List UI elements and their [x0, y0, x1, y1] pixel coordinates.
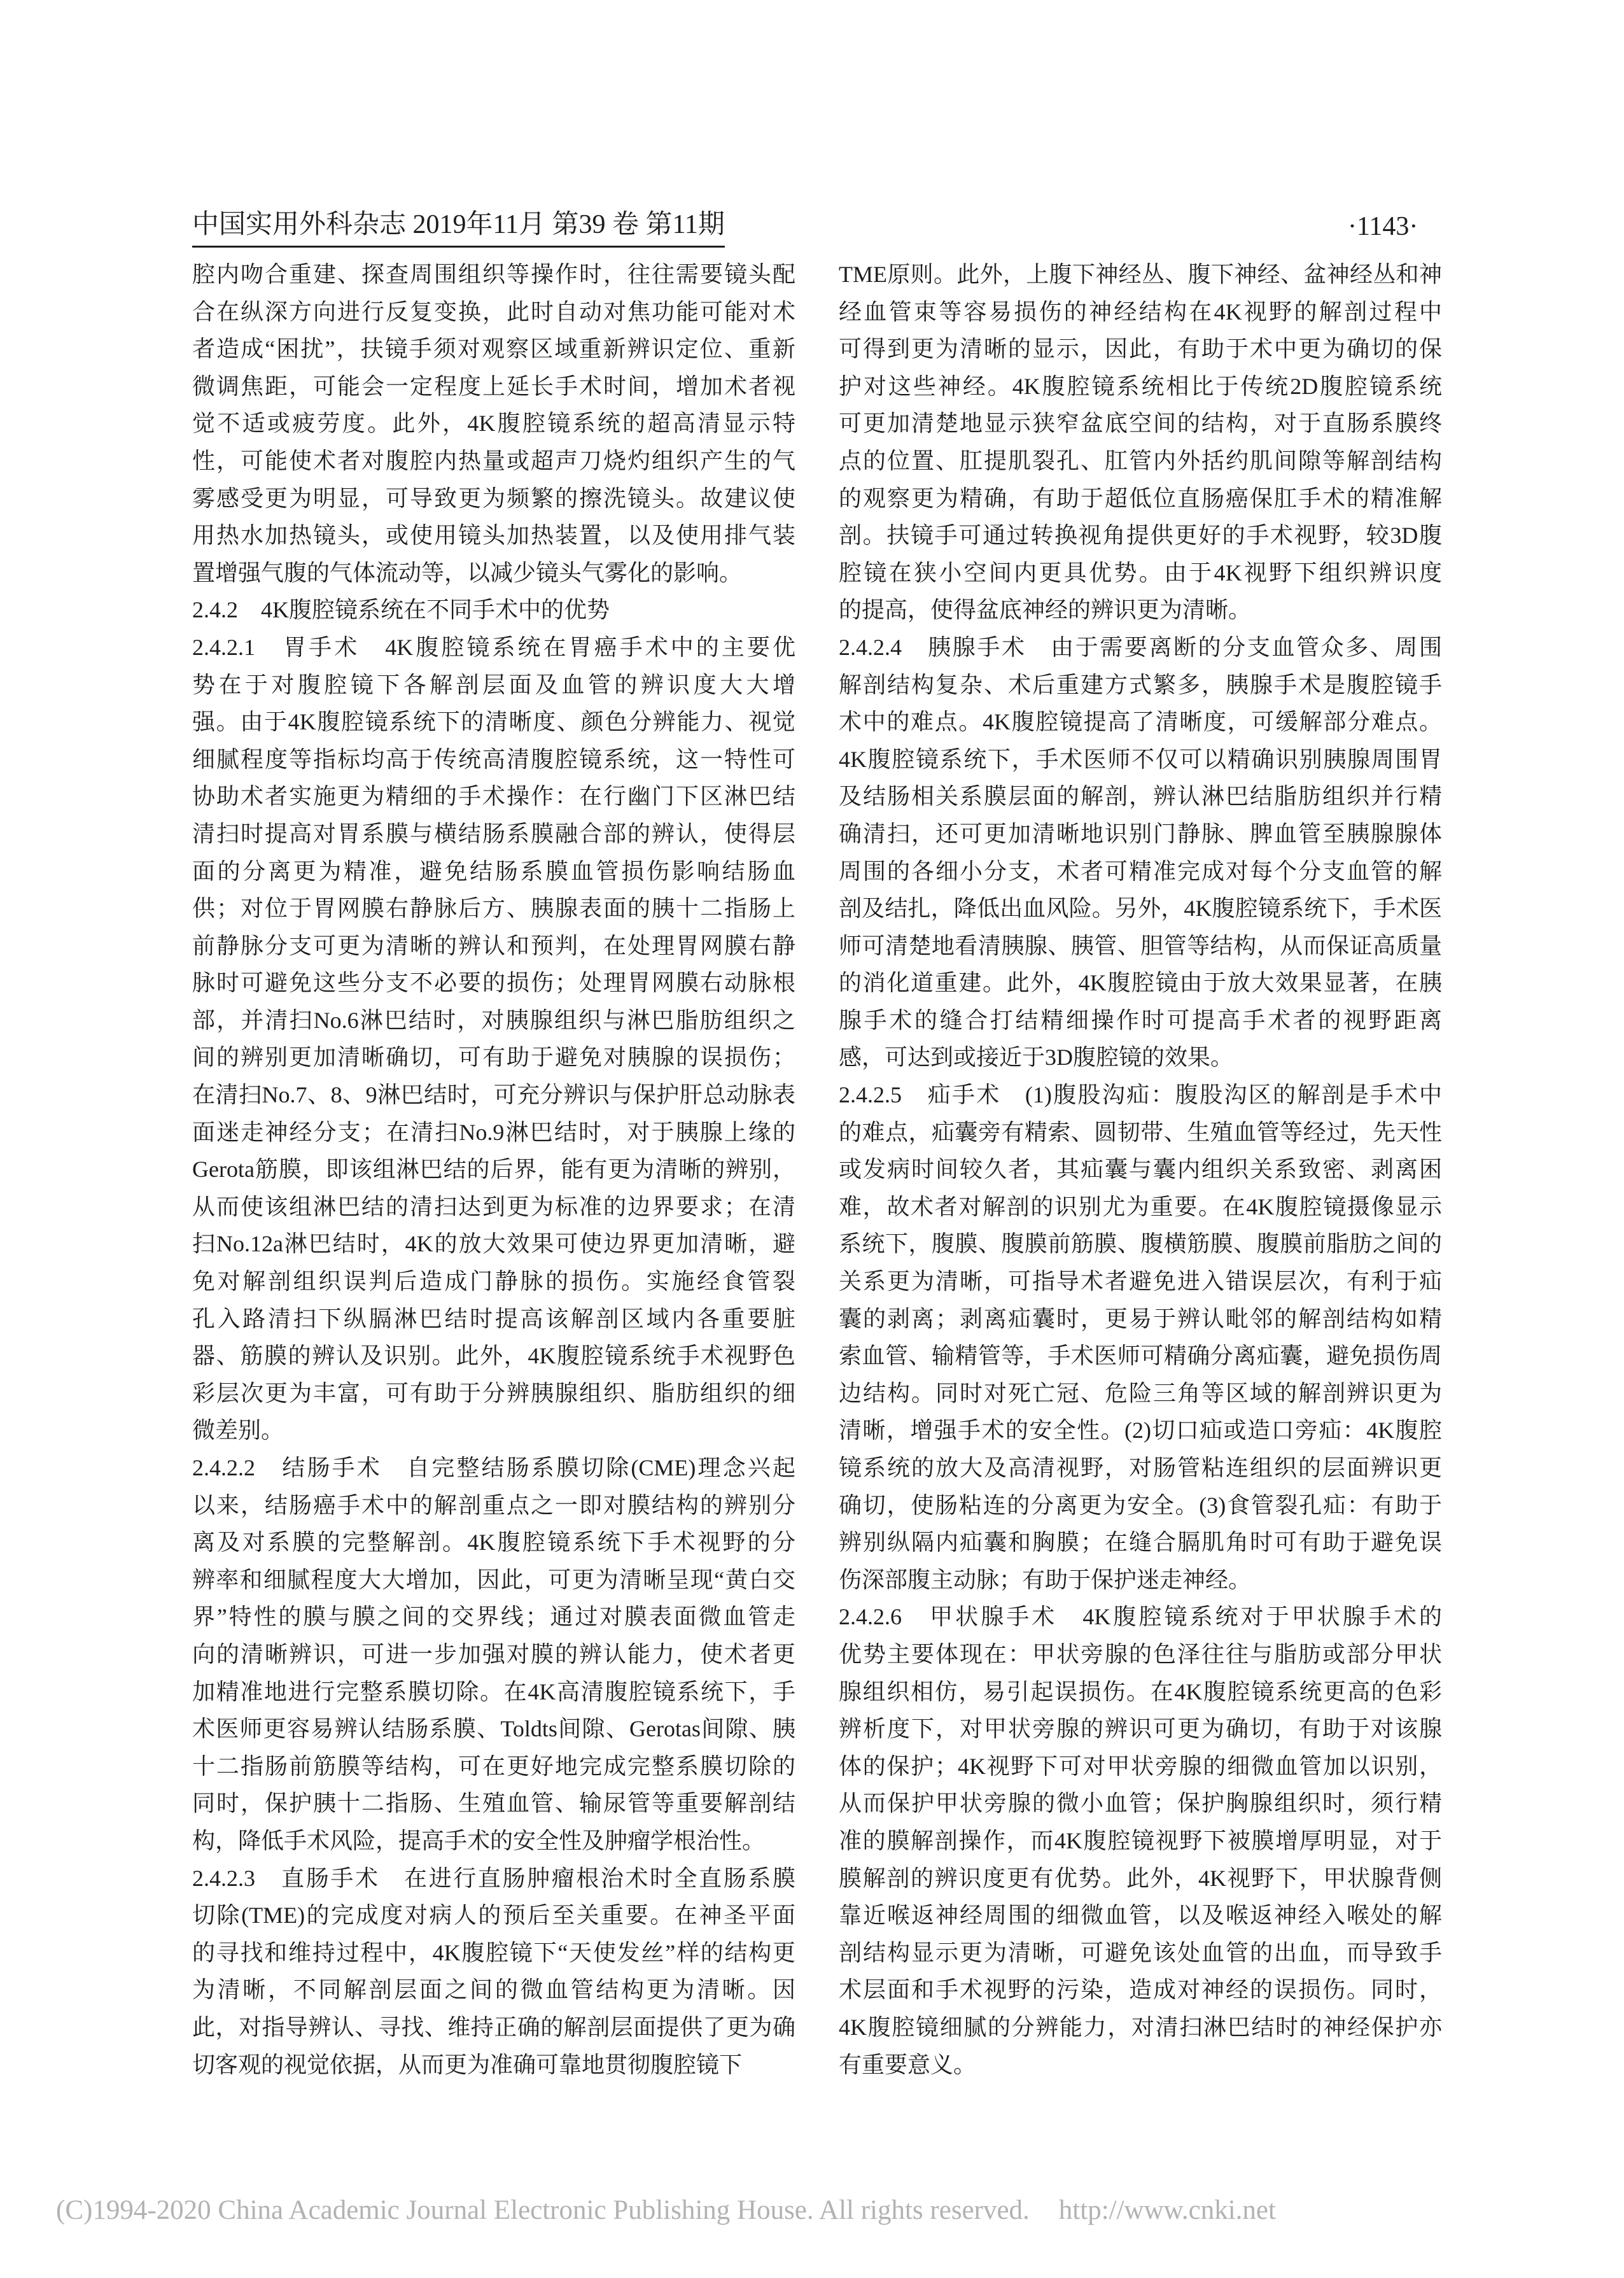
text-line: 腔内吻合重建、探查周围组织等操作时，往往需要镜头配: [192, 262, 795, 287]
right-column: [839, 256, 1442, 2083]
text-line: 术中的难点。4K腹腔镜提高了清晰度，可缓解部分难点。: [839, 709, 1442, 735]
text-line: 辨率和细腻程度大大增加，因此，可更为清晰呈现“黄白交: [192, 1566, 795, 1592]
text-line: 的难点，疝囊旁有精索、圆韧带、生殖血管等经过，先天性: [839, 1119, 1442, 1145]
text-line: 腺手术的缝合打结精细操作时可提高手术者的视野距离: [839, 1007, 1442, 1033]
text-line: 用热水加热镜头，或使用镜头加热装置，以及使用排气装: [192, 523, 795, 549]
text-line: 解剖结构复杂、术后重建方式繁多，胰腺手术是腹腔镜手: [839, 671, 1442, 698]
text-line: 切除(TME)的完成度对病人的预后至关重要。在神圣平面: [192, 1902, 795, 1929]
text-line: 系统下，腹膜、腹膜前筋膜、腹横筋膜、腹膜前脂肪之间的: [839, 1231, 1442, 1257]
text-line: 彩层次更为丰富，可有助于分辨胰腺组织、脂肪组织的细: [192, 1380, 795, 1406]
text-line: 镜系统的放大及高清视野，对肠管粘连组织的层面辨识更: [839, 1455, 1442, 1480]
text-line: 及结肠相关系膜层面的解剖，辨认淋巴结脂肪组织并行精: [839, 784, 1442, 810]
text-line: TME原则。此外，上腹下神经丛、腹下神经、盆神经丛和神: [839, 262, 1442, 287]
text-line: 协助术者实施更为精细的手术操作：在行幽门下区淋巴结: [192, 784, 795, 810]
paragraph-2-4-2-1-stomach-surgery: [192, 629, 795, 1449]
paragraph-2-4-2-3-rectal-surgery-part2: [839, 256, 1442, 629]
text-line: 强。由于4K腹腔镜系统下的清晰度、颜色分辨能力、视觉: [192, 709, 795, 735]
text-line: 的提高，使得盆底神经的辨识更为清晰。: [839, 597, 1252, 623]
text-line: 脉时可避免这些分支不必要的损伤；处理胃网膜右动脉根: [192, 970, 795, 996]
article-body: [192, 256, 1442, 2083]
footer-copyright: (C)1994-2020 China Academic Journal Electronic Publishing House. All rights reserved.: [56, 2195, 1030, 2225]
text-line: 此，对指导辨认、寻找、维持正确的解剖层面提供了更为确: [192, 2014, 795, 2040]
text-line: 2.4.2.5 疝手术 (1)腹股沟疝：腹股沟区的解剖是手术中: [839, 1082, 1442, 1108]
text-line: 细腻程度等指标均高于传统高清腹腔镜系统，这一特性可: [192, 746, 795, 772]
text-line: 有重要意义。: [839, 2051, 977, 2078]
text-line: 免对解剖组织误判后造成门静脉的损伤。实施经食管裂: [192, 1269, 795, 1295]
text-line: 2.4.2.1 胃手术 4K腹腔镜系统在胃癌手术中的主要优: [192, 634, 795, 660]
text-line: 孔入路清扫下纵膈淋巴结时提高该解剖区域内各重要脏: [192, 1305, 795, 1332]
text-line: 经血管束等容易损伤的神经结构在4K视野的解剖过程中: [839, 299, 1442, 325]
text-line: 腔镜在狭小空间内更具优势。由于4K视野下组织辨识度: [839, 559, 1442, 586]
text-line: 关系更为清晰，可指导术者避免进入错误层次，有利于疝: [839, 1269, 1442, 1295]
text-line: 索血管、输精管等，手术医师可精确分离疝囊，避免损伤周: [839, 1343, 1442, 1369]
text-line: 确清扫，还可更加清晰地识别门静脉、脾血管至胰腺腺体: [839, 820, 1442, 847]
text-line: 清晰，增强手术的安全性。(2)切口疝或造口旁疝：4K腹腔: [839, 1417, 1442, 1444]
page-number: ·1143·: [1348, 212, 1418, 241]
text-line: 间的辨别更加清晰确切，可有助于避免对胰腺的误损伤；: [192, 1044, 795, 1071]
text-line: 扫No.12a淋巴结时，4K的放大效果可使边界更加清晰，避: [192, 1231, 795, 1257]
text-line: 术层面和手术视野的污染，造成对神经的误损伤。同时，: [839, 1977, 1442, 2003]
paragraph-2-4-2-2-colon-surgery: [192, 1449, 795, 1860]
text-line: 者造成“困扰”，扶镜手须对观察区域重新辨识定位、重新: [192, 336, 795, 362]
text-line: 雾感受更为明显，可导致更为频繁的擦洗镜头。故建议使: [192, 485, 795, 511]
text-line: 离及对系膜的完整解剖。4K腹腔镜系统下手术视野的分: [192, 1529, 795, 1556]
text-line: 剖结构显示更为清晰，可避免该处血管的出血，而导致手: [839, 1939, 1442, 1965]
heading-2-4-2: [192, 591, 795, 629]
text-line: 的寻找和维持过程中，4K腹腔镜下“天使发丝”样的结构更: [192, 1939, 795, 1965]
text-line: 同时，保护胰十二指肠、生殖血管、输尿管等重要解剖结: [192, 1790, 795, 1817]
text-line: 辨析度下，对甲状旁腺的辨识可更为确切，有助于对该腺: [839, 1716, 1442, 1742]
text-line: 膜解剖的辨识度更有优势。此外，4K视野下，甲状腺背侧: [839, 1865, 1442, 1891]
text-line: 面的分离更为精准，避免结肠系膜血管损伤影响结肠血: [192, 858, 795, 884]
text-line: 的观察更为精确，有助于超低位直肠癌保肛手术的精准解: [839, 485, 1442, 511]
text-line: 伤深部腹主动脉；有助于保护迷走神经。: [839, 1566, 1252, 1592]
text-line: 可得到更为清晰的显示，因此，有助于术中更为确切的保: [839, 336, 1442, 362]
text-line: 加精准地进行完整系膜切除。在4K高清腹腔镜系统下，手: [192, 1678, 795, 1705]
journal-header: 中国实用外科杂志 2019年11月 第39 卷 第11期: [192, 209, 725, 248]
text-line: 确切，使肠粘连的分离更为安全。(3)食管裂孔疝：有助于: [839, 1492, 1442, 1518]
footer-url: http://www.cnki.net: [1058, 2195, 1276, 2225]
text-line: Gerota筋膜，即该组淋巴结的后界，能有更为清晰的辨别，: [192, 1157, 795, 1183]
footer: [56, 2195, 1276, 2226]
text-line: 靠近喉返神经周围的细微血管，以及喉返神经入喉处的解: [839, 1902, 1442, 1929]
text-line: 器、筋膜的辨认及识别。此外，4K腹腔镜系统手术视野色: [192, 1343, 795, 1369]
text-line: 2.4.2.4 胰腺手术 由于需要离断的分支血管众多、周围: [839, 634, 1442, 660]
text-line: 从而保护甲状旁腺的微小血管；保护胸腺组织时，须行精: [839, 1790, 1442, 1817]
text-line: 护对这些神经。4K腹腔镜系统相比于传统2D腹腔镜系统: [839, 373, 1442, 399]
text-line: 2.4.2.6 甲状腺手术 4K腹腔镜系统对于甲状腺手术的: [839, 1604, 1442, 1630]
paragraph-2-4-2-5-hernia-surgery: [839, 1076, 1442, 1598]
text-line: 4K腹腔镜系统下，手术医师不仅可以精确识别胰腺周围胃: [839, 746, 1442, 772]
text-line: 准的膜解剖操作，而4K腹腔镜视野下被膜增厚明显，对于: [839, 1827, 1442, 1853]
left-column: [192, 256, 795, 2083]
text-line: 可更加清楚地显示狭窄盆底空间的结构，对于直肠系膜终: [839, 411, 1442, 437]
text-line: 2.4.2.2 结肠手术 自完整结肠系膜切除(CME)理念兴起: [192, 1455, 795, 1480]
paragraph-2-4-2-4-pancreas-surgery: [839, 629, 1442, 1076]
text-line: 十二指肠前筋膜等结构，可在更好地完成完整系膜切除的: [192, 1753, 795, 1779]
text-line: 为清晰，不同解剖层面之间的微血管结构更为清晰。因: [192, 1977, 795, 2003]
text-line: 2.4.2 4K腹腔镜系统在不同手术中的优势: [192, 597, 610, 623]
text-line: 以来，结肠癌手术中的解剖重点之一即对膜结构的辨别分: [192, 1492, 795, 1518]
text-line: 微差别。: [192, 1417, 284, 1444]
text-line: 前静脉分支可更为清晰的辨认和预判，在处理胃网膜右静: [192, 932, 795, 959]
text-line: 面迷走神经分支；在清扫No.9淋巴结时，对于胰腺上缘的: [192, 1119, 795, 1145]
text-line: 或发病时间较久者，其疝囊与囊内组织关系致密、剥离困: [839, 1157, 1442, 1183]
text-line: 切客观的视觉依据，从而更为准确可靠地贯彻腹腔镜下: [192, 2051, 743, 2078]
text-line: 难，故术者对解剖的识别尤为重要。在4K腹腔镜摄像显示: [839, 1193, 1442, 1220]
text-line: 从而使该组淋巴结的清扫达到更为标准的边界要求；在清: [192, 1193, 795, 1220]
text-line: 囊的剥离；剥离疝囊时，更易于辨认毗邻的解剖结构如精: [839, 1305, 1442, 1332]
text-line: 辨别纵隔内疝囊和胸膜；在缝合膈肌角时可有助于避免误: [839, 1529, 1442, 1556]
text-line: 2.4.2.3 直肠手术 在进行直肠肿瘤根治术时全直肠系膜: [192, 1865, 795, 1891]
text-line: 部，并清扫No.6淋巴结时，对胰腺组织与淋巴脂肪组织之: [192, 1007, 795, 1033]
text-line: 剖及结扎，降低出血风险。另外，4K腹腔镜系统下，手术医: [839, 896, 1442, 922]
text-line: 性，可能使术者对腹腔内热量或超声刀烧灼组织产生的气: [192, 447, 795, 474]
text-line: 周围的各细小分支，术者可精准完成对每个分支血管的解: [839, 858, 1442, 884]
text-line: 的消化道重建。此外，4K腹腔镜由于放大效果显著，在胰: [839, 970, 1442, 996]
text-line: 界”特性的膜与膜之间的交界线；通过对膜表面微血管走: [192, 1604, 795, 1630]
text-line: 4K腹腔镜细腻的分辨能力，对清扫淋巴结时的神经保护亦: [839, 2014, 1442, 2040]
text-line: 供；对位于胃网膜右静脉后方、胰腺表面的胰十二指肠上: [192, 896, 795, 922]
text-line: 在清扫No.7、8、9淋巴结时，可充分辨识与保护肝总动脉表: [192, 1082, 795, 1108]
text-line: 优势主要体现在：甲状旁腺的色泽往往与脂肪或部分甲状: [839, 1641, 1442, 1667]
text-line: 觉不适或疲劳度。此外，4K腹腔镜系统的超高清显示特: [192, 411, 795, 437]
text-line: 势在于对腹腔镜下各解剖层面及血管的辨识度大大增: [192, 671, 795, 698]
text-line: 剖。扶镜手可通过转换视角提供更好的手术视野，较3D腹: [839, 523, 1442, 549]
text-line: 腺组织相仿，易引起误损伤。在4K腹腔镜系统更高的色彩: [839, 1678, 1442, 1705]
text-line: 微调焦距，可能会一定程度上延长手术时间，增加术者视: [192, 373, 795, 399]
text-line: 构，降低手术风险，提高手术的安全性及肿瘤学根治性。: [192, 1827, 766, 1853]
paragraph-2-4-2-3-rectal-surgery-part1: [192, 1860, 795, 2084]
text-line: 向的清晰辨识，可进一步加强对膜的辨认能力，使术者更: [192, 1641, 795, 1667]
paragraph-continuation: [192, 256, 795, 591]
text-line: 术医师更容易辨认结肠系膜、Toldts间隙、Gerotas间隙、胰: [192, 1716, 795, 1742]
text-line: 合在纵深方向进行反复变换，此时自动对焦功能可能对术: [192, 299, 795, 325]
text-line: 体的保护；4K视野下可对甲状旁腺的细微血管加以识别，: [839, 1753, 1442, 1779]
text-line: 点的位置、肛提肌裂孔、肛管内外括约肌间隙等解剖结构: [839, 447, 1442, 474]
paragraph-2-4-2-6-thyroid-surgery: [839, 1598, 1442, 2083]
text-line: 清扫时提高对胃系膜与横结肠系膜融合部的辨认，使得层: [192, 820, 795, 847]
text-line: 感，可达到或接近于3D腹腔镜的效果。: [839, 1044, 1233, 1071]
text-line: 置增强气腹的气体流动等，以减少镜头气雾化的影响。: [192, 559, 743, 586]
text-line: 边结构。同时对死亡冠、危险三角等区域的解剖辨识更为: [839, 1380, 1442, 1406]
text-line: 师可清楚地看清胰腺、胰管、胆管等结构，从而保证高质量: [839, 932, 1442, 959]
